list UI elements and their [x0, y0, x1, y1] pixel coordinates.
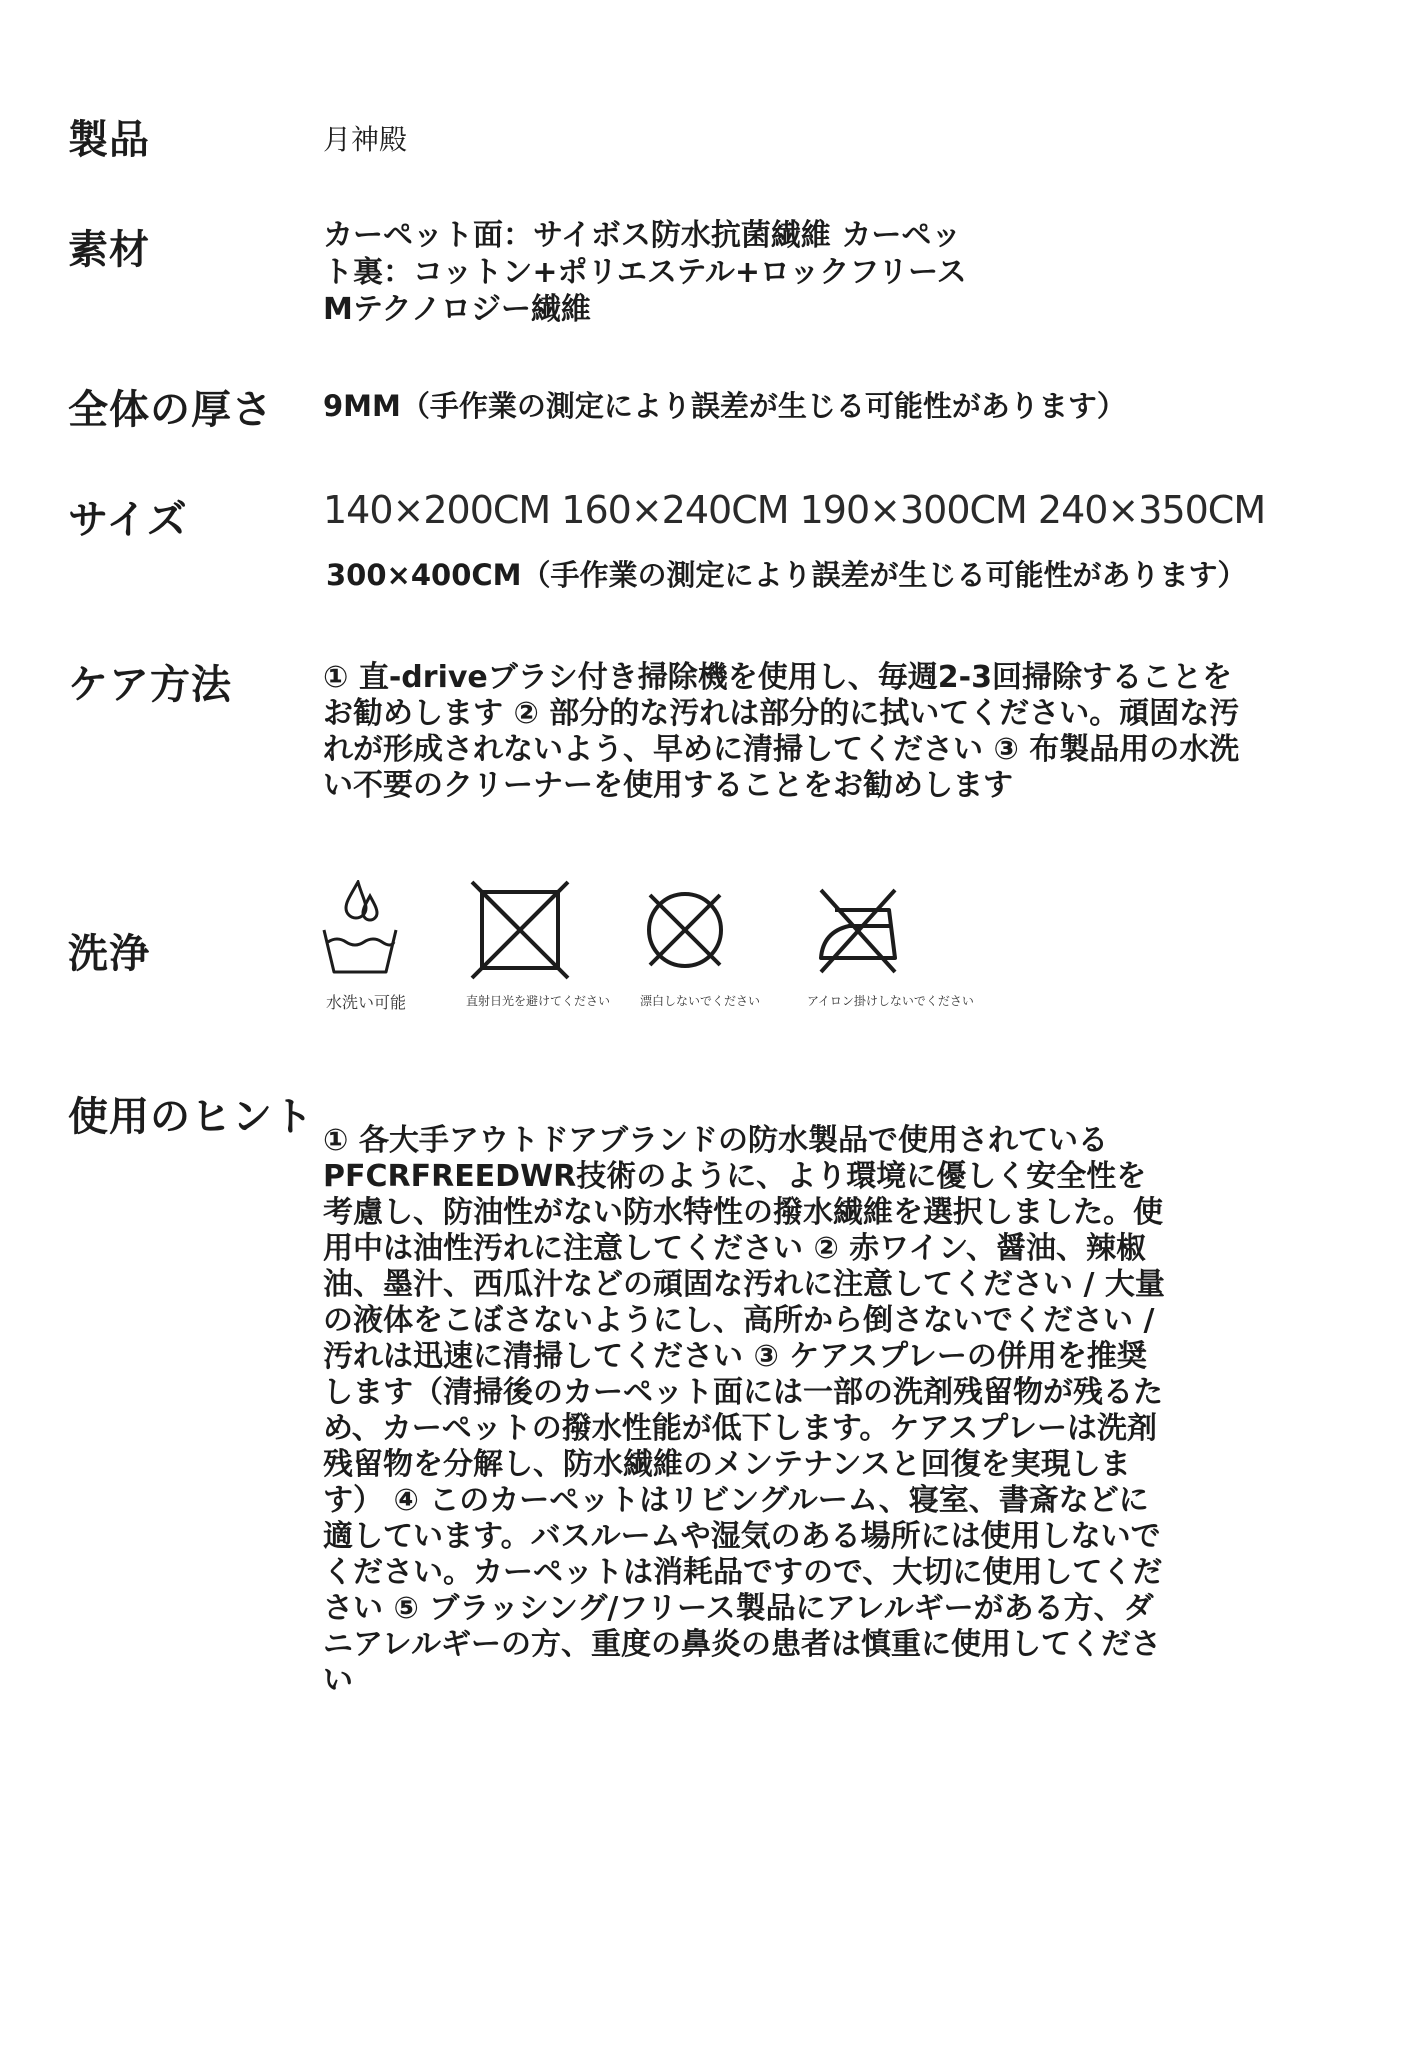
thickness-label: 全体の厚さ: [68, 387, 273, 433]
care-text: ① 直-driveブラシ付き掃除機を使用し、毎週2-3回掃除することをお勧めします ② 部分的な汚れは部分的に拭いてください。頑固な汚れが形成されないよう、早めに清掃してください ③ 布製品用の水洗い不要のクリーナーを使用することをお勧めします: [323, 660, 1240, 803]
size-note: 300×400CM（手作業の測定により誤差が生じる可能性があります）: [326, 558, 1247, 592]
tips-text: ① 各大手アウトドアブランドの防水製品で使用されているPFCRFREEDWR技術のように、より環境に優しく安全性を考慮し、防油性がない防水特性の撥水繊維を選択しました。使用中は油性汚れに注意してください ② 赤ワイン、醤油、辣椒油、墨汁、西瓜汁などの頑固な汚れに注意してください / 大量の液体をこぼさないようにし、高所から倒さないでください / 汚れは迅速に清掃してください ③ ケアスプレーの併用を推奨します（清掃後のカーペット面には一部の洗剤残留物が残るため、カーペットの撥水性能が低下します。ケアスプレーは洗剤残留物を分解し、防水繊維のメンテナンスと回復を実現します） ④ このカーペットはリビングルーム、寝室、書斎などに適しています。バスルームや湿気のある場所には使用しないでください。カーペットは消耗品ですので、大切に使用してください ⑤ ブラッシング/フリース製品にアレルギーがある方、ダニアレルギーの方、重度の鼻炎の患者は慎重に使用してください: [323, 1123, 1165, 1698]
wash-caption: アイロン掛けしないでください: [807, 994, 974, 1008]
tips-label: 使用のヒント: [68, 1094, 314, 1140]
wash-caption: 直射日光を避けてください: [466, 994, 611, 1008]
product-label: 製品: [68, 117, 150, 163]
product-value: 月神殿: [323, 123, 408, 156]
size-list: 140×200CM 160×240CM 190×300CM 240×350CM: [323, 488, 1266, 532]
material-label: 素材: [68, 227, 150, 273]
wash-item: [466, 880, 611, 1008]
no-bleach-icon: [640, 880, 730, 980]
wash-caption: 漂白しないでください: [640, 994, 761, 1008]
size-label: サイズ: [68, 497, 188, 543]
thickness-value: 9MM（手作業の測定により誤差が生じる可能性があります）: [323, 389, 1126, 423]
no-iron-icon: [815, 880, 905, 980]
wash-item: [320, 880, 407, 1012]
wash-caption: 水洗い可能: [326, 993, 407, 1012]
no-direct-sunlight-icon: [470, 880, 570, 980]
hand-wash-icon: [320, 880, 400, 980]
washing-label: 洗浄: [68, 931, 150, 977]
washing-icons: [320, 880, 1020, 1020]
wash-item: [807, 880, 974, 1008]
care-label: ケア方法: [68, 662, 232, 708]
wash-item: [640, 880, 761, 1008]
material-value: カーペット面：サイボス防水抗菌繊維 カーペット裏：コットン+ポリエステル+ロックフリースMテクノロジー繊維: [323, 218, 967, 327]
